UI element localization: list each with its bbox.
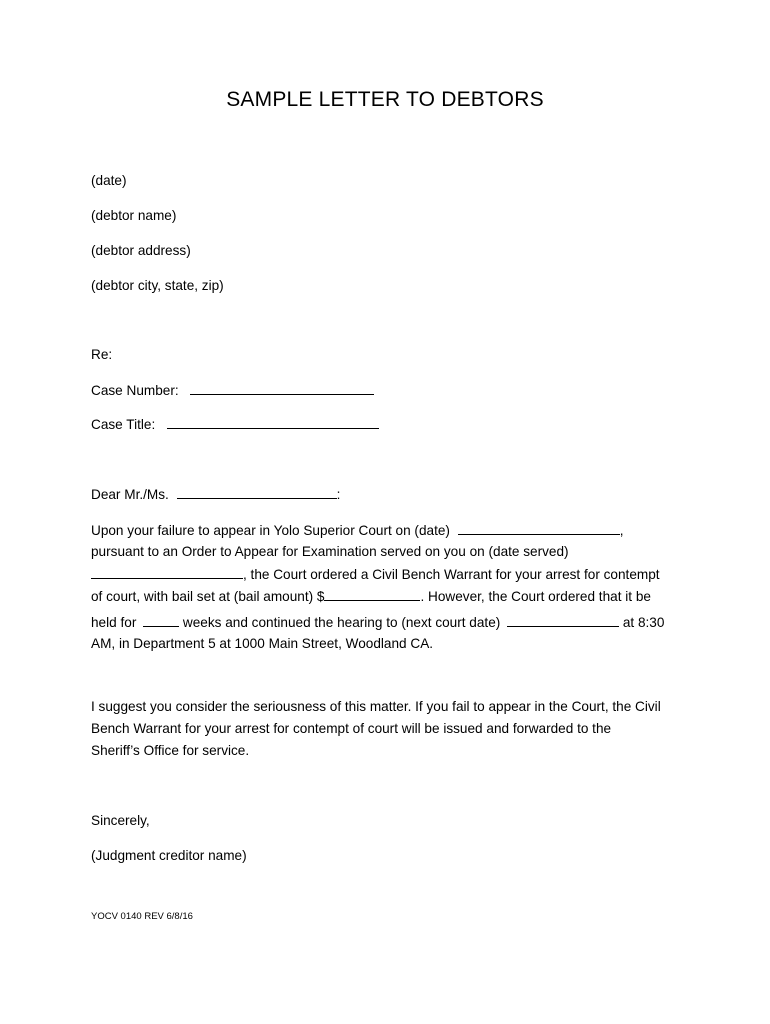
re-label: Re: bbox=[91, 347, 113, 362]
page-title: SAMPLE LETTER TO DEBTORS bbox=[226, 88, 544, 111]
closing-sincerely: Sincerely, bbox=[91, 813, 150, 828]
case-title-label: Case Title: bbox=[91, 417, 156, 432]
date-placeholder: (date) bbox=[91, 173, 127, 188]
case-number-blank bbox=[190, 382, 374, 395]
paragraph1-line6: AM, in Department 5 at 1000 Main Street, Woodland CA. bbox=[91, 636, 434, 651]
paragraph1-line5 bbox=[91, 614, 664, 631]
salutation-colon: : bbox=[336, 487, 341, 502]
p1-line5-b: weeks and continued the hearing to (next court date) bbox=[182, 615, 501, 630]
paragraph1-line2: pursuant to an Order to Appear for Examination served on you on (date served) bbox=[91, 544, 569, 559]
paragraph2-line2: Bench Warrant for your arrest for contempt of court will be issued and forwarded to the bbox=[91, 721, 612, 736]
next-court-date-blank bbox=[507, 614, 619, 627]
paragraph1-line3 bbox=[91, 566, 660, 583]
appearance-date-blank bbox=[458, 522, 620, 535]
p1-line5-a: held for bbox=[91, 615, 137, 630]
debtor-city-placeholder: (debtor city, state, zip) bbox=[91, 278, 224, 293]
date-served-blank bbox=[91, 566, 243, 579]
p1-line4-b: . However, the Court ordered that it be bbox=[420, 589, 651, 604]
bail-amount-blank bbox=[324, 588, 420, 601]
paragraph2-line3: Sheriff’s Office for service. bbox=[91, 743, 250, 758]
salutation-prefix: Dear Mr./Ms. bbox=[91, 487, 169, 502]
paragraph2-line1: I suggest you consider the seriousness of this matter. If you fail to appear in the Court, the Civil bbox=[91, 699, 661, 714]
paragraph1-line1 bbox=[91, 522, 624, 539]
weeks-blank bbox=[143, 614, 179, 627]
p1-line5-c: at 8:30 bbox=[622, 615, 665, 630]
case-title-line bbox=[91, 416, 379, 433]
p1-line1-end: , bbox=[619, 523, 624, 538]
p1-line1-text: Upon your failure to appear in Yolo Superior Court on (date) bbox=[91, 523, 450, 538]
p1-line3-text: , the Court ordered a Civil Bench Warrant for your arrest for contempt bbox=[243, 567, 660, 582]
debtor-name-placeholder: (debtor name) bbox=[91, 208, 177, 223]
form-code-footer: YOCV 0140 REV 6/8/16 bbox=[91, 911, 193, 922]
case-title-blank bbox=[167, 416, 379, 429]
salutation-line bbox=[91, 486, 340, 503]
paragraph1-line4 bbox=[91, 588, 651, 605]
case-number-line bbox=[91, 382, 374, 399]
salutation-name-blank bbox=[177, 486, 337, 499]
creditor-name-placeholder: (Judgment creditor name) bbox=[91, 848, 247, 863]
case-number-label: Case Number: bbox=[91, 383, 179, 398]
p1-line4-a: of court, with bail set at (bail amount) $ bbox=[91, 589, 325, 604]
debtor-address-placeholder: (debtor address) bbox=[91, 243, 191, 258]
